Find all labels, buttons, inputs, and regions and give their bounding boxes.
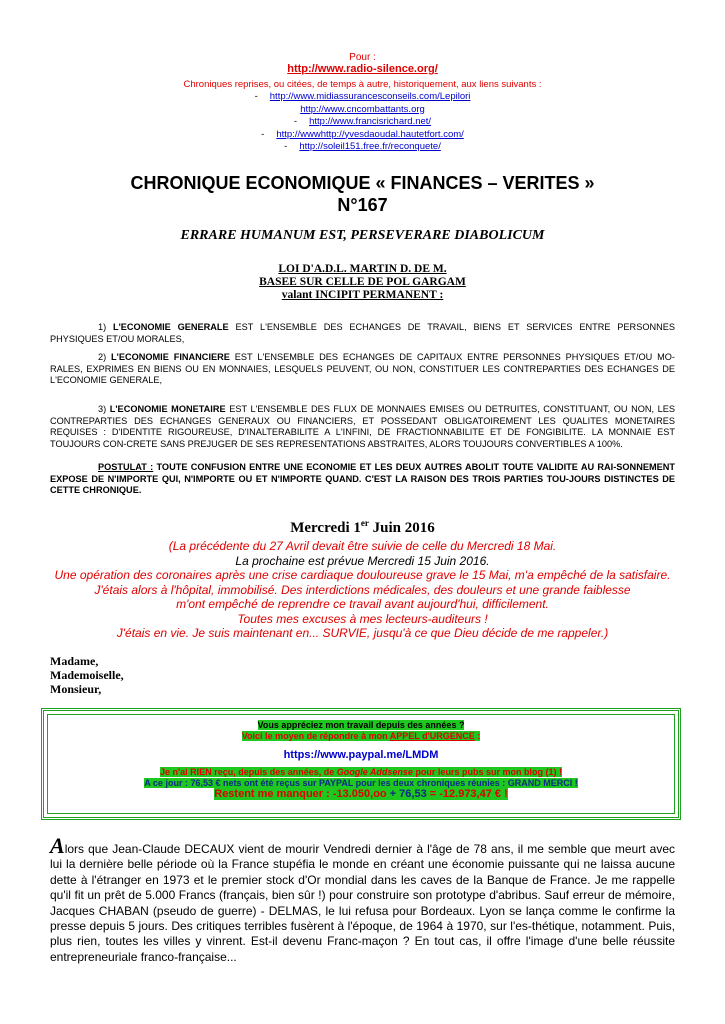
notice-line: m'ont empêché de reprendre ce travail avant aujourd'hui, difficilement. [176, 597, 549, 611]
greeting-line: Monsieur, [50, 682, 102, 696]
source-link-item [50, 104, 675, 117]
chronicle-date: Mercredi 1er Juin 2016 [290, 518, 435, 536]
law-heading [50, 263, 675, 302]
source-link[interactable]: http://wwwhttp://yvesdaoudal.hautetfort.com/ [276, 128, 464, 140]
source-links [50, 91, 675, 154]
source-link[interactable]: http://www.francisrichard.net/ [309, 116, 432, 127]
source-link-item: - http://wwwhttp://yvesdaoudal.hautetfort.com/ [261, 128, 464, 140]
main-link[interactable]: http://www.radio-silence.org/ [287, 63, 438, 75]
definition-3: 3) L'ECONOMIE MONETAIRE EST L'ENSEMBLE DES FLUX DE MONNAIES EMISES OU DETRUITES, CONSTITUANT, OU NON, LES CONTREPARTIES DES ECHANGES GENERAUX OU FINANCIERS, ET POSSEDANT OBLIGATOIREMENT LES QUALITES MONETAIRES REQUISES : D'IDENTITE RIGOUREUSE, D'INALTERABILITE A L'INFINI, DE FRACTIONNABILITE ET DE FONGIBILITE. LA MONNAIE EST TOUJOURS CON-CRETE SANS PREJUGER DE SES REPRESENTATIONS ABSTRAITES, ALORS TOUJOURS CONVERTIBLES A 100%. [50, 404, 675, 449]
source-link-item: - http://www.midiassurancesconseils.com/Lepilori [254, 91, 471, 102]
postulate: POSTULAT : TOUTE CONFUSION ENTRE UNE ECONOMIE ET LES DEUX AUTRES ABOLIT TOUTE VALIDITE AU RAI-SONNEMENT EXPOSE DE N'IMPORTE QUI, N'IMPORTE OU ET N'IMPORTE QUAND. C'EST LA RAISON DES TROIS PARTIES TOU-JOURS DISTINCTES DE CETTE CHRONIQUE. [50, 462, 675, 496]
title-line-1: CHRONIQUE ECONOMIQUE « FINANCES – VERITES » [130, 173, 595, 193]
latin-motto: ERRARE HUMANUM EST, PERSEVERARE DIABOLICUM [180, 228, 545, 243]
postulate-label: POSTULAT : [98, 462, 154, 472]
source-link[interactable]: http://www.midiassurancesconseils.com/Lepilori [269, 91, 471, 102]
body-paragraph: Alors que Jean-Claude DECAUX vient de mourir Vendredi dernier à l'âge de 78 ans, il me semble que meurt avec lui la dernière belle période où la France stupéfia le monde en créant une économie puissante qui ne laissa aucune dette à l'étranger en 1973 et le premier stock d'Or mondial dans les caves de la Banque de France. Je me rappelle qu'il fit un prêt de 5.000 Francs (français, bien sûr !) pour construire son prototype d'abribus. Sauf erreur de mémoire, Jacques CHABAN (pseudo de guerre) - DELMAS, le lui refusa pour Bordeaux. Lyon se lança comme le confirme la presse depuis 5 jours. Des critiques terribles fusèrent à l'époque, de 1964 à 1970, sur l'es-thétique, notamment. Puis, plus rien, toutes les villes y vinrent. Est-il devenu Franc-maçon ? En tout cas, il offre l'image d'une belle réussite entrepreneuriale franco-française... [50, 833, 675, 964]
source-link[interactable]: http://www.cncombattants.org [300, 103, 425, 115]
header-block [50, 52, 675, 154]
notice-line: Une opération des coronaires après une crise cardiaque douloureuse grave le 15 Mai, m'a empêché de la satisfaire. [54, 568, 671, 582]
appeal-line-2: Voici le moyen de répondre à mon APPEL d'URGENCE : [241, 731, 481, 741]
title-line-2: N°167 [337, 195, 388, 215]
law-line-2: BASEE SUR CELLE DE POL GARGAM [259, 276, 466, 288]
source-link-item: - http://www.francisrichard.net/ [293, 116, 432, 127]
definition-term: L'ECONOMIE FINANCIERE [111, 352, 230, 362]
appeal-line-3: Je n'ai RIEN reçu, depuis des années, de Google Addsense pour leurs pubs sur mon blog (1) ! [160, 767, 562, 777]
pour-label: Pour : [349, 52, 376, 63]
urgent-appeal-link[interactable]: APPEL d'URGENCE [389, 731, 475, 741]
notice-line: (La précédente du 27 Avril devait être suivie de celle du Mercredi 18 Mai. [168, 539, 557, 553]
source-link-item: - http://soleil151.free.fr/reconquete/ [284, 141, 441, 152]
law-line-3: valant INCIPIT PERMANENT : [281, 289, 444, 301]
sources-intro: Chroniques reprises, ou citées, de temps à autre, historiquement, aux liens suivants : [183, 79, 542, 90]
drop-cap: A [50, 833, 65, 858]
appeal-line-4: A ce jour : 76,53 € nets ont été reçus sur PAYPAL pour les deux chroniques réunies : GRAND MERCI ! [144, 778, 578, 788]
definition-2: 2) L'ECONOMIE FINANCIERE EST L'ENSEMBLE DES ECHANGES DE CAPITAUX ENTRE PERSONNES PHYSIQUES ET/OU MO-RALES, EXPRIMES EN BIENS OU EN MONNAIES, LESQUELS PEUVENT, OU NON, CONSTITUER LES CONTREPARTIES DES ECHANGES DE L'ECONOMIE GENERALE, [50, 352, 675, 386]
greeting [50, 654, 675, 696]
greeting-line: Madame, [50, 654, 99, 668]
definition-term: L'ECONOMIE MONETAIRE [109, 404, 226, 414]
source-link[interactable]: http://soleil151.free.fr/reconquete/ [299, 141, 441, 152]
notice-line: J'étais alors à l'hôpital, immobilisé. Des interdictions médicales, des douleurs et une grande faiblesse [94, 582, 631, 597]
chronicle-title [50, 172, 675, 216]
notice-line: J'étais en vie. Je suis maintenant en... SURVIE, jusqu'à ce que Dieu décide de me rappeler.) [116, 626, 609, 640]
donation-appeal-inner [47, 714, 675, 814]
notice-line: La prochaine est prévue Mercredi 15 Juin 2016. [235, 553, 490, 568]
date-block [50, 514, 675, 641]
appeal-line-1: Vous appréciez mon travail depuis des années ? [257, 720, 465, 730]
donation-appeal-box [41, 708, 681, 820]
greeting-line: Mademoiselle, [50, 668, 124, 682]
definition-term: L'ECONOMIE GENERALE [112, 322, 229, 332]
appeal-line-5: Restent me manquer : -13.050,oo + 76,53 = -12.973,47 € ! [214, 788, 508, 800]
notice-line: Toutes mes excuses à mes lecteurs-auditeurs ! [237, 611, 488, 626]
law-line-1: LOI D'A.D.L. MARTIN D. DE M. [278, 263, 447, 275]
paypal-link[interactable]: https://www.paypal.me/LMDM [283, 749, 439, 761]
definition-1: 1) L'ECONOMIE GENERALE EST L'ENSEMBLE DES ECHANGES DE TRAVAIL, BIENS ET SERVICES ENTRE PERSONNES PHYSIQUES ET/OU MORALES, [50, 322, 675, 344]
